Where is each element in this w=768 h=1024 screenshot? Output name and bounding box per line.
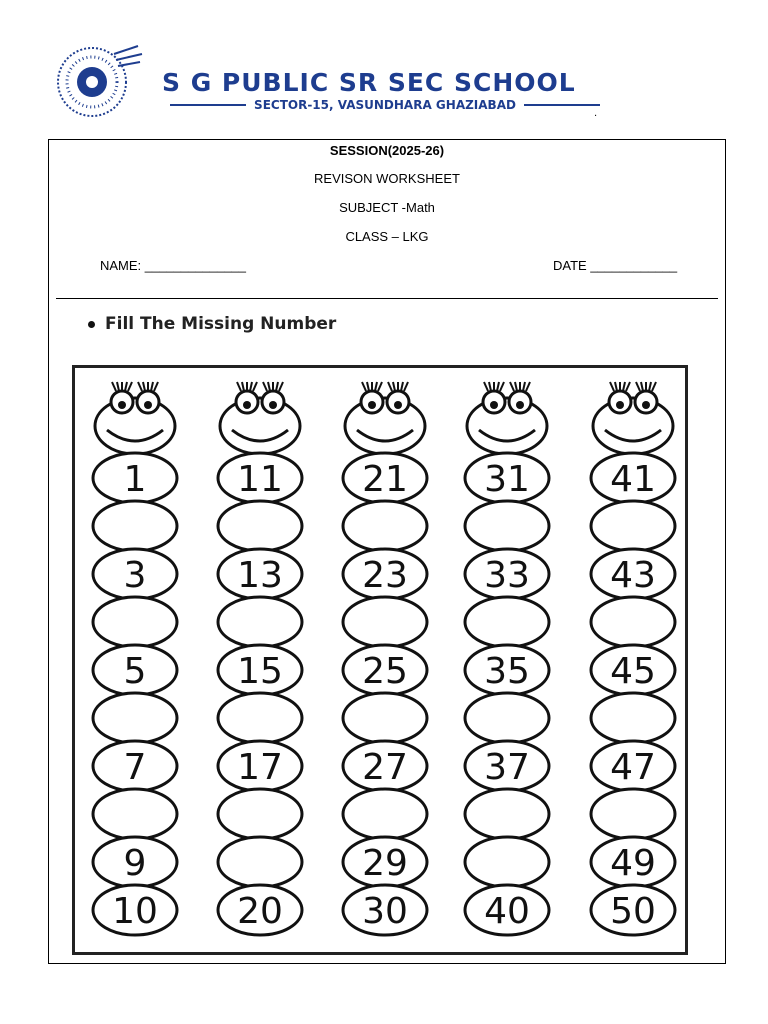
eyelash-icon: [388, 382, 392, 391]
separator-line: [56, 298, 718, 299]
worm-segment: [343, 693, 427, 743]
worm-segment: [218, 501, 302, 551]
pupil-icon: [642, 401, 650, 409]
segment-number: 13: [237, 555, 283, 596]
segment-number: 1: [123, 459, 147, 500]
worm-puzzle: [72, 365, 688, 955]
eyelash-icon: [500, 382, 504, 391]
caterpillar-head: [345, 398, 425, 454]
segment-number: 30: [362, 891, 408, 932]
worm-segment: [465, 789, 549, 839]
worm-segment: [343, 597, 427, 647]
worm-segment: [218, 789, 302, 839]
eyelash-icon: [253, 382, 257, 391]
pupil-icon: [368, 401, 376, 409]
segment-number: 37: [484, 747, 530, 788]
worm-segment: [465, 597, 549, 647]
segment-number: 5: [123, 651, 147, 692]
worm-segment: [591, 789, 675, 839]
address-text: SECTOR-15, VASUNDHARA GHAZIABAD: [254, 98, 516, 112]
worm-segment: [93, 789, 177, 839]
segment-number: 3: [123, 555, 147, 596]
eyelash-icon: [526, 382, 530, 391]
eyelash-icon: [497, 382, 499, 391]
segment-number: 25: [362, 651, 408, 692]
worm-segment: [93, 693, 177, 743]
segment-number: 50: [610, 891, 656, 932]
segment-number: 10: [112, 891, 158, 932]
pupil-icon: [118, 401, 126, 409]
caterpillar-head: [593, 398, 673, 454]
eyelash-icon: [641, 382, 643, 391]
eyelash-icon: [623, 382, 625, 391]
eyelash-icon: [636, 382, 640, 391]
segment-number: 21: [362, 459, 408, 500]
worm-segment: [218, 837, 302, 887]
segment-number: 35: [484, 651, 530, 692]
segment-number: 29: [362, 843, 408, 884]
eyelash-icon: [378, 382, 382, 391]
eyelash-icon: [362, 382, 366, 391]
worm-segment: [343, 501, 427, 551]
pupil-icon: [490, 401, 498, 409]
instruction: [88, 314, 336, 334]
school-address: [170, 98, 600, 112]
address-rule-left: [170, 104, 246, 106]
segment-number: 17: [237, 747, 283, 788]
segment-number: 40: [484, 891, 530, 932]
segment-number: 41: [610, 459, 656, 500]
segment-number: 20: [237, 891, 283, 932]
eyelash-icon: [263, 382, 267, 391]
eyelash-icon: [154, 382, 158, 391]
segment-number: 7: [123, 747, 147, 788]
segment-number: 27: [362, 747, 408, 788]
pupil-icon: [243, 401, 251, 409]
worksheet-title: REVISON WORKSHEET: [314, 171, 460, 186]
subject-line: SUBJECT -Math: [339, 200, 435, 215]
eyelash-icon: [250, 382, 252, 391]
eyelash-icon: [143, 382, 145, 391]
date-field: DATE ____________: [553, 258, 678, 273]
segment-number: 9: [123, 843, 147, 884]
caterpillar-head: [220, 398, 300, 454]
segment-number: 49: [610, 843, 656, 884]
worm-segment: [591, 693, 675, 743]
segment-number: 31: [484, 459, 530, 500]
worm-segment: [93, 597, 177, 647]
worm-segment: [93, 501, 177, 551]
worm-segment: [465, 693, 549, 743]
eyelash-icon: [112, 382, 116, 391]
eyelash-icon: [393, 382, 395, 391]
pupil-icon: [269, 401, 277, 409]
eyelash-icon: [484, 382, 488, 391]
address-rule-right: [524, 104, 600, 106]
eyelash-icon: [367, 382, 369, 391]
school-name: S G PUBLIC SR SEC SCHOOL: [162, 68, 576, 97]
eyelash-icon: [626, 382, 630, 391]
caterpillar-head: [95, 398, 175, 454]
worm-segment: [218, 597, 302, 647]
segment-number: 47: [610, 747, 656, 788]
school-header: [42, 40, 642, 120]
worm-segment: [591, 597, 675, 647]
caterpillar-head: [467, 398, 547, 454]
eyelash-icon: [128, 382, 132, 391]
segment-number: 33: [484, 555, 530, 596]
worm-segment: [465, 837, 549, 887]
eyelash-icon: [610, 382, 614, 391]
worm-segment: [591, 501, 675, 551]
worm-segment: [465, 501, 549, 551]
eyelash-icon: [375, 382, 377, 391]
eyelash-icon: [279, 382, 283, 391]
worm-segment: [343, 789, 427, 839]
school-logo: [42, 40, 146, 120]
eyelash-icon: [237, 382, 241, 391]
instruction-text: Fill The Missing Number: [105, 314, 337, 334]
eyelash-icon: [401, 382, 403, 391]
eyelash-icon: [615, 382, 617, 391]
eyelash-icon: [515, 382, 517, 391]
eyelash-icon: [649, 382, 651, 391]
segment-number: 43: [610, 555, 656, 596]
eyelash-icon: [151, 382, 153, 391]
eyelash-icon: [242, 382, 244, 391]
eyelash-icon: [268, 382, 270, 391]
eyelash-icon: [510, 382, 514, 391]
eyelash-icon: [117, 382, 119, 391]
eyelash-icon: [489, 382, 491, 391]
pupil-icon: [394, 401, 402, 409]
pupil-icon: [144, 401, 152, 409]
eyelash-icon: [276, 382, 278, 391]
eyelash-icon: [138, 382, 142, 391]
eyelash-icon: [523, 382, 525, 391]
segment-number: 15: [237, 651, 283, 692]
stray-dot: .: [594, 108, 598, 119]
segment-number: 23: [362, 555, 408, 596]
pupil-icon: [616, 401, 624, 409]
bullet-icon: [88, 321, 95, 328]
name-field: NAME: ______________: [100, 258, 247, 273]
class-line: CLASS – LKG: [345, 229, 429, 244]
segment-number: 45: [610, 651, 656, 692]
worm-segment: [218, 693, 302, 743]
session-line: SESSION(2025-26): [329, 143, 445, 158]
worm-drawing: [75, 368, 685, 952]
segment-number: 11: [237, 459, 283, 500]
eyelash-icon: [652, 382, 656, 391]
eyelash-icon: [404, 382, 408, 391]
eyelash-icon: [125, 382, 127, 391]
pupil-icon: [516, 401, 524, 409]
